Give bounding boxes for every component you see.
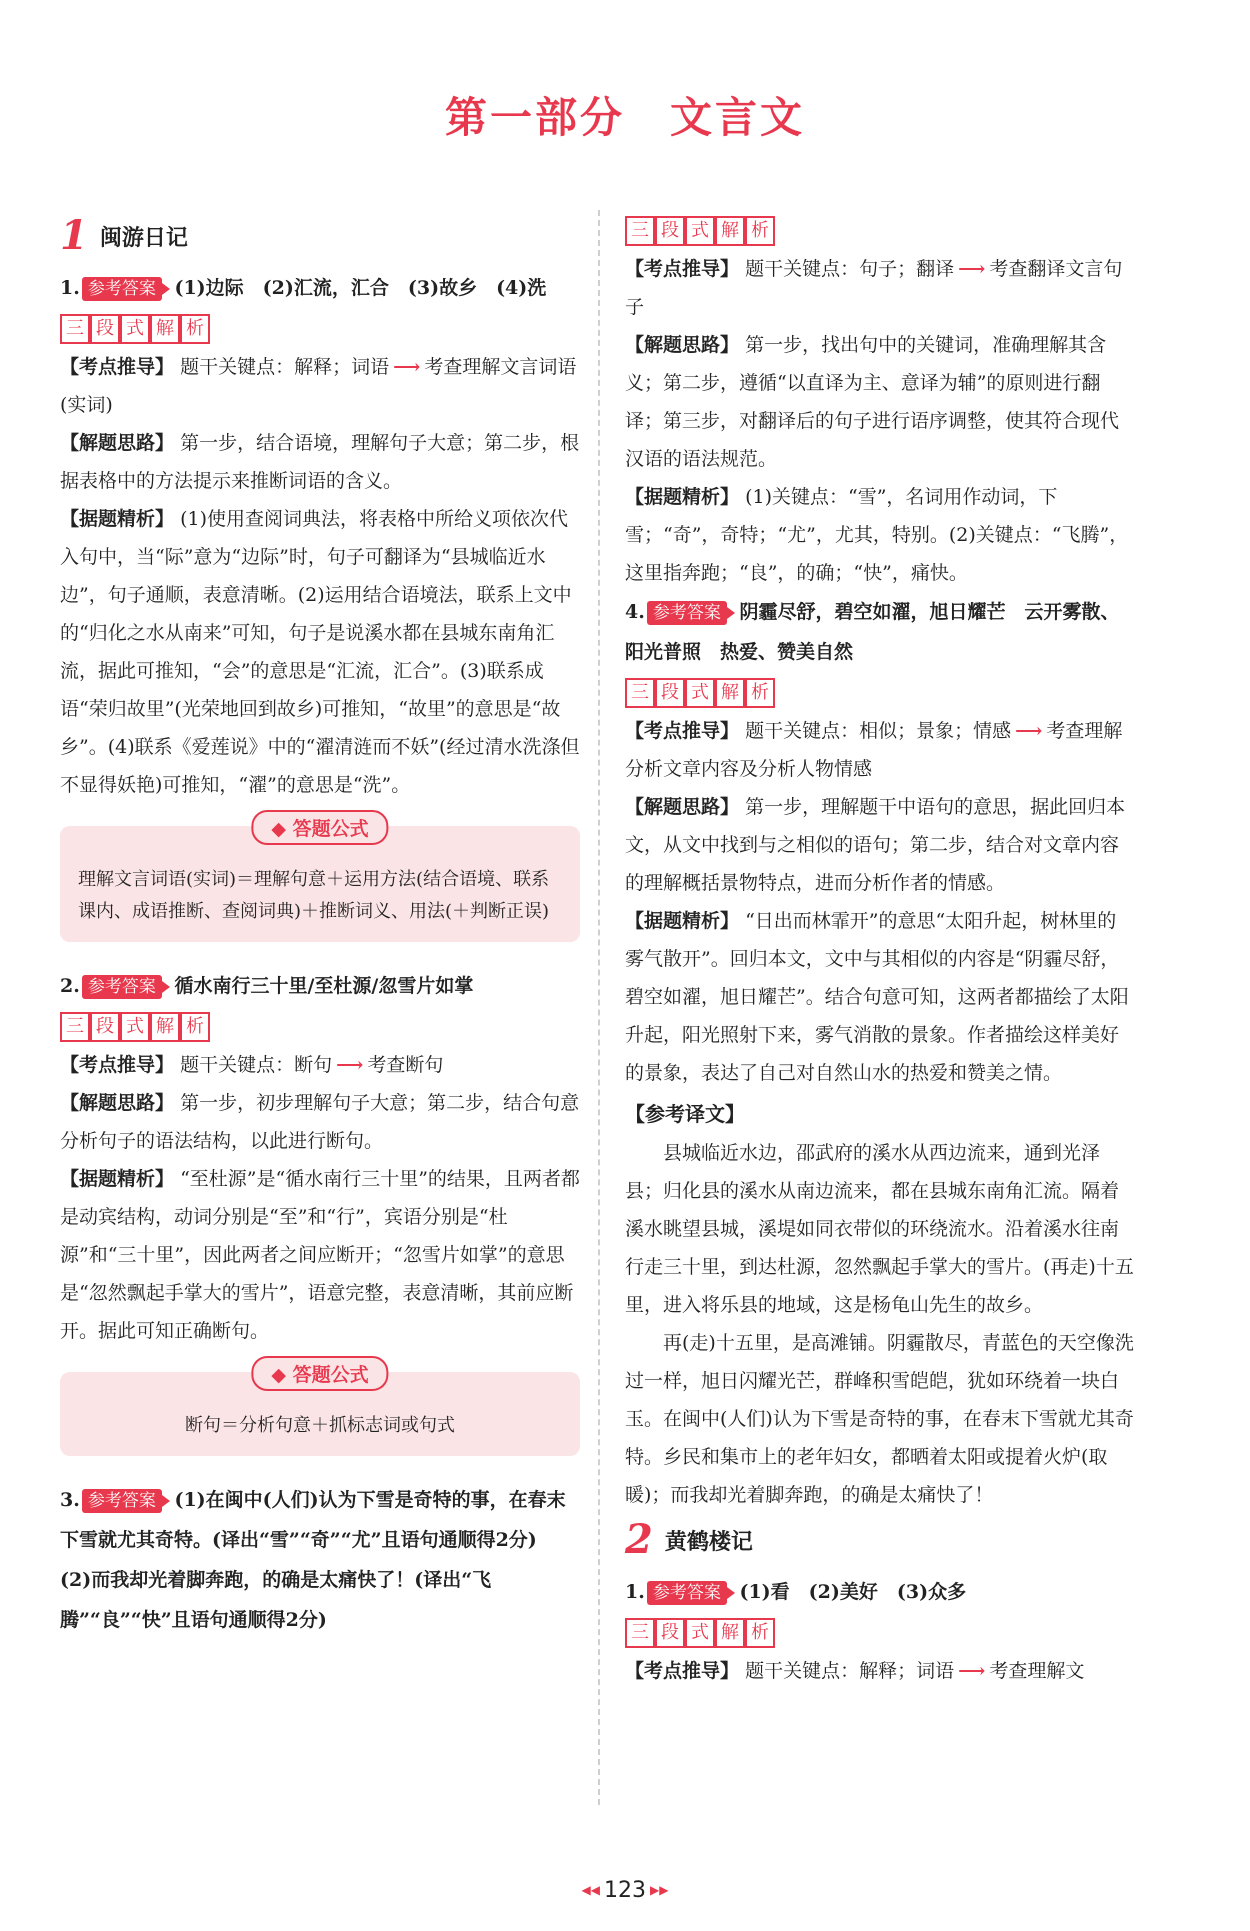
analysis-badge: 三 段 式 解 析 (625, 216, 1135, 246)
arrow-icon: ⟶ (1015, 720, 1043, 742)
formula-title: ◆ 答题公式 (251, 1356, 388, 1391)
translation-title: 【参考译文】 (625, 1102, 745, 1126)
answer-badge: 参考答案 (82, 975, 162, 999)
right-triangle-icon: ▶▶ (650, 1883, 669, 1897)
question-answer-part: (2)而我却光着脚奔跑，的确是太痛快了！(译出“飞腾”“良”“快”且语句通顺得2分) (60, 1569, 492, 1631)
jieti-paragraph: 【解题思路】 第一步，理解题干中语句的意思，据此回归本文，从文中找到与之相似的语句；第二步，结合对文章内容的理解概括景物特点，进而分析作者的情感。 (625, 796, 1126, 894)
jieti-paragraph: 【解题思路】 第一步，找出句中的关键词，准确理解其含义；第二步，遵循“以直译为主、意译为辅”的原则进行翻译；第三步，对翻译后的句子进行语序调整，使其符合现代汉语的语法规范。 (625, 334, 1120, 470)
jujing-paragraph: 【据题精析】 (1)使用查阅词典法，将表格中所给义项依次代入句中，当“际”意为“边际”时，句子可翻译为“县城临近水边”，句子通顺，表意清晰。(2)运用结合语境法，联系上文中的“归化之水从南来”可知，句子是说溪水都在县城东南角汇流，据此可推知，“会”的意思是“汇流，汇合”。(3)联系成语“荣归故里”(光荣地回到故乡)可推知，“故里”的意思是“故乡”。(4)联系《爱莲说》中的“濯清涟而不妖”(经过清水洗涤但不显得妖艳)可推知，“濯”的意思是“洗”。 (60, 508, 580, 796)
kaodian-paragraph: 【考点推导】 题干关键点：句子；翻译 ⟶ 考查翻译文言句子 (625, 258, 1123, 318)
answer-badge: 参考答案 (647, 1581, 727, 1605)
analysis-badge: 三 段 式 解 析 (625, 678, 1135, 708)
formula-text: 理解文言词语(实词)＝理解句意＋运用方法(结合语境、联系课内、成语推断、查阅词典)＋推断词义、用法(＋判断正误) (78, 869, 550, 922)
jieti-paragraph: 【解题思路】 第一步，初步理解句子大意；第二步，结合句意分析句子的语法结构，以此进行断句。 (60, 1092, 580, 1152)
analysis-badge: 三 段 式 解 析 (60, 314, 580, 344)
analysis-badge: 三 段 式 解 析 (60, 1012, 580, 1042)
right-column (625, 210, 1135, 1690)
section-heading (60, 210, 580, 264)
analysis-badge: 三 段 式 解 析 (625, 1618, 1135, 1648)
arrow-icon: ⟶ (336, 1054, 364, 1076)
jujing-paragraph: 【据题精析】 “日出而林霏开”的意思“太阳升起，树林里的雾气散开”。回归本文，文中与其相似的内容是“阴霾尽舒，碧空如濯，旭日耀芒”。结合句意可知，这两者都描绘了太阳升起，阳光照射下来，雾气消散的景象。作者描绘这样美好的景象，表达了自己对自然山水的热爱和赞美之情。 (625, 910, 1129, 1084)
translation-paragraph: 县城临近水边，邵武府的溪水从西边流来，通到光泽县；归化县的溪水从南边流来，都在县城东南角汇流。隔着溪水眺望县城，溪堤如同衣带似的环绕流水。沿着溪水往南行走三十里，到达杜源，忽然飘起手掌大的雪片。(再走)十五里，进入将乐县的地域，这是杨龟山先生的故乡。 (625, 1142, 1134, 1316)
left-triangle-icon: ◀◀ (581, 1883, 600, 1897)
question-answer: 1. 参考答案 (1)看 (2)美好 (3)众多 (625, 1581, 967, 1603)
answer-badge: 参考答案 (82, 277, 162, 301)
translation-paragraph: 再(走)十五里，是高滩铺。阴霾散尽，青蓝色的天空像洗过一样，旭日闪耀光芒，群峰积雪皑皑，犹如环绕着一块白玉。在闽中(人们)认为下雪是奇特的事，在春末下雪就尤其奇特。乡民和集市上的老年妇女，都晒着太阳或提着火炉(取暖)；而我却光着脚奔跑，的确是太痛快了！ (625, 1332, 1134, 1506)
question-answer: 4. 参考答案 阴霾尽舒，碧空如濯，旭日耀芒 云开雾散、阳光普照 热爱、赞美自然 (625, 601, 1120, 663)
page-number: ◀◀ 123 ▶▶ (581, 1878, 669, 1903)
section-heading (625, 1514, 1135, 1568)
arrow-icon: ⟶ (393, 356, 421, 378)
left-column (60, 210, 580, 1640)
jujing-paragraph: 【据题精析】 “至杜源”是“循水南行三十里”的结果，且两者都是动宾结构，动词分别是“至”和“行”，宾语分别是“杜源”和“三十里”，因此两者之间应断开；“忽雪片如掌”的意思是“忽然飘起手掌大的雪片”，语意完整，表意清晰，其前应断开。据此可知正确断句。 (60, 1168, 580, 1342)
answer-badge: 参考答案 (647, 601, 727, 625)
formula-title: ◆ 答题公式 (251, 810, 388, 845)
arrow-icon: ⟶ (958, 1660, 986, 1682)
section-number: 1 (60, 212, 88, 259)
question-answer: 1. 参考答案 (1)边际 (2)汇流，汇合 (3)故乡 (4)洗 (60, 277, 547, 299)
kaodian-paragraph: 【考点推导】 题干关键点：解释；词语 ⟶ 考查理解文言词语(实词) (60, 356, 577, 416)
formula-box (60, 1364, 580, 1456)
column-divider (598, 210, 600, 1805)
arrow-icon: ⟶ (958, 258, 986, 280)
formula-box (60, 818, 580, 942)
question-answer: 3. 参考答案 (1)在闽中(人们)认为下雪是奇特的事，在春末下雪就尤其奇特。(译出“雪”“奇”“尤”且语句通顺得2分) (60, 1489, 566, 1551)
question-answer: 2. 参考答案 循水南行三十里/至杜源/忽雪片如掌 (60, 975, 474, 997)
jujing-paragraph: 【据题精析】 (1)关键点：“雪”，名词用作动词，下雪；“奇”，奇特；“尤”，尤其，特别。(2)关键点：“飞腾”，这里指奔跑；“良”，的确；“快”，痛快。 (625, 486, 1129, 584)
kaodian-paragraph: 【考点推导】 题干关键点：相似；景象；情感 ⟶ 考查理解分析文章内容及分析人物情感 (625, 720, 1123, 780)
section-title: 闽游日记 (99, 225, 188, 251)
section-number: 2 (625, 1516, 653, 1563)
page-title: 第一部分 文言文 (444, 93, 805, 142)
kaodian-paragraph: 【考点推导】 题干关键点：解释；词语 ⟶ 考查理解文 (625, 1660, 1085, 1682)
jieti-paragraph: 【解题思路】 第一步，结合语境，理解句子大意；第二步，根据表格中的方法提示来推断词语的含义。 (60, 432, 580, 492)
formula-text: 断句＝分析句意＋抓标志词或句式 (185, 1415, 455, 1436)
answer-badge: 参考答案 (82, 1489, 162, 1513)
kaodian-paragraph: 【考点推导】 题干关键点：断句 ⟶ 考查断句 (60, 1054, 444, 1076)
section-title: 黄鹤楼记 (664, 1529, 753, 1555)
